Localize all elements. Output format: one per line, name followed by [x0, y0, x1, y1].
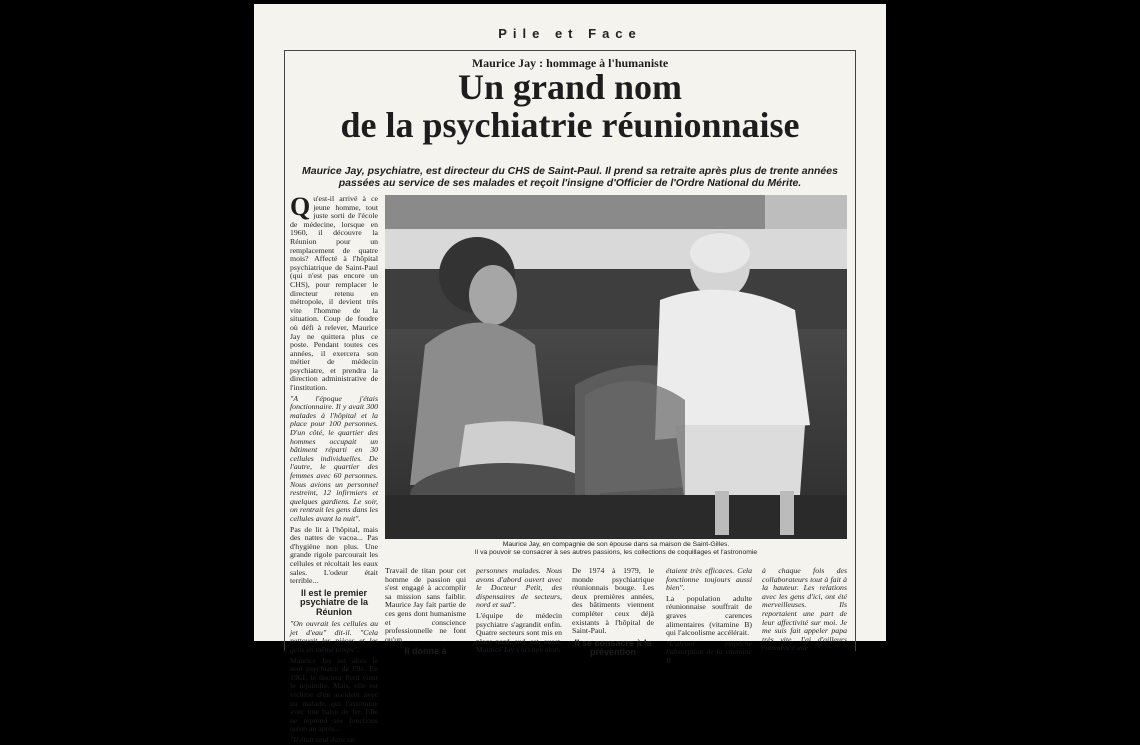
article-title — [254, 68, 886, 144]
newspaper-page — [254, 4, 886, 744]
col4-paragraph-1: De 1974 à 1979, le monde psychiatrique réunionnais bouge. Les deux premières années, des bâtiments viennent compléter ceux déjà existants à l'hôpital de Saint-Paul. — [572, 566, 654, 636]
col1-paragraph-3: Maurice Jay est alors le seul psychiatre de l'île. En 1961, le docteur Petit vient le rejoindre. Mais, elle est victime d'un accident avec un malade, qui l'assomme avec une barre de fer. Elle ne reprend ses fonctions qu'un an après... — [290, 655, 378, 734]
column-3 — [476, 566, 562, 655]
col2-subhead: Il donne à — [404, 646, 447, 657]
photo-caption — [385, 541, 847, 557]
photo-couple-image — [385, 195, 847, 539]
photo-caption-line-2: Il va pouvoir se consacrer à ses autres passions, les collections de coquillages et l'astronomie — [474, 549, 758, 556]
col6-quote-1: à chaque fois des collaborateurs tout à fait à la hauteur. Les relations avec les gens d'ici, ont été merveilleuses. Ils reportaient une part de leur affectivité sur moi. Je me suis fait appeler papa très vite. J'ai d'ailleurs commencé une — [762, 566, 847, 653]
article-kicker: Maurice Jay : hommage à l'humaniste — [471, 56, 669, 70]
column-5 — [666, 566, 752, 665]
col5-paragraph-2: "L'alcool empêche l'absorption de la vitamine B — [666, 638, 752, 665]
col1-quote-2: "On ouvrait les cellules au jet d'eau" dit-il. "Cela nettoyait les pièces et les gens en même temps". — [290, 619, 378, 654]
title-line-2: de la psychiatrie réunionnaise — [340, 105, 800, 145]
col5-paragraph-1: La population adulte réunionnaise souffrait de graves carences alimentaires (vitamine B) qui l'alcoolisme accélérait. — [666, 593, 752, 638]
col4-subhead: Il se consacre à la prévention — [574, 637, 652, 658]
drop-cap: Q — [290, 192, 311, 221]
section-rubric: Pile et Face — [498, 26, 642, 41]
col5-quote-1: étaient très efficaces. Cela fonctionne toujours aussi bien". — [666, 566, 752, 593]
col2-paragraph-1: Travail de titan pour cet homme de passion qui s'est engagé à accomplir sa mission sans faiblir. Maurice Jay fait partie de ces gens dont humanisme et conscience professionnelle ne font qu'un. — [385, 566, 466, 644]
photo-caption-line-1: Maurice Jay, en compagnie de son épouse dans sa maison de Saint-Gilles. — [502, 541, 730, 548]
column-4 — [572, 566, 654, 658]
col1-paragraph-2: Pas de lit à l'hôpital, mais des nattes de vacoa... Pas d'hygiène non plus. Une grande rigole parcourait les cellules et récoltait les eaux sales. L'odeur était terrible... — [290, 524, 378, 586]
col1-quote-1: "A l'époque j'étais fonctionnaire. Il y avait 300 malades à l'hôpital et la place pour 100 personnes. D'un côté, le quartier des hommes occupait un bâtiment réparti en 30 cellules individuelles. De l'autre, le quartier des femmes avec 60 personnes. Nous avions un personnel restreint, 12 infirmiers et quelques gardiens. Le soir, on rentrait les gens dans les cellules avant la nuit". — [290, 393, 378, 523]
col1-subhead: Il est le premier psychiatre de la Réunion — [299, 587, 369, 617]
article-lede: Maurice Jay, psychiatre, est directeur du CHS de Saint-Paul. Il prend sa retraite après plus de trente années passées au service de ses malades et reçoit l'insigne d'Officier de l'Ordre National du Mérite. — [302, 165, 838, 189]
title-line-1: Un grand nom — [457, 67, 683, 107]
article-photo — [385, 195, 847, 539]
column-1 — [290, 192, 378, 744]
col1-paragraph-4: "Il était seul dans un — [290, 734, 355, 744]
col1-paragraph-1: Qu'est-il arrivé à ce jeune homme, tout juste sorti de l'école de médecine, lorsque en 1960, il découvre la Réunion pour un remplacement de quatre mois? Affecté à l'hôpital psychiatrique de Saint-Paul (qui n'est pas encore un CHS), pour remplacer le directeur retenu en métropole, il devient très vite l'homme de la situation. Coup de foudre où défi à relever, Maurice Jay ne quittera plus ce poste. Pendant toutes ces années, il exercera son métier de médecin psychiatre, et prendra la direction administrative de l'institution. — [290, 192, 378, 393]
col3-paragraph-1: L'équipe de médecin psychiatre s'agrandit enfin. Quatre secteurs sont mis en place nord, sud, est, ouest. Maurice Jay s'occupe alors — [476, 610, 562, 655]
column-2 — [385, 566, 466, 657]
column-6 — [762, 566, 847, 653]
col3-quote-1: personnes malades. Nous avons d'abord ouvert avec le Docteur Petit, des dispensaires de secteurs, nord et sud". — [476, 566, 562, 610]
